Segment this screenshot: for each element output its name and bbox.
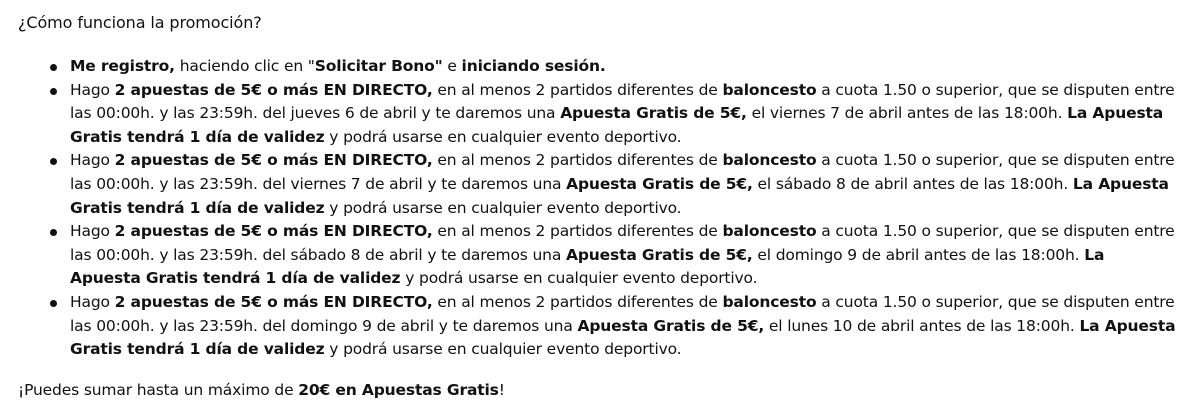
text: a cuota 1.50 o superior, que se disputen entre las 00:00h. y las 23:59h. del sábado 8 de abril y te daremos una bbox=[70, 222, 1175, 264]
text: en al menos 2 partidos diferentes de bbox=[432, 292, 723, 311]
bets-requirement: 2 apuestas de 5€ o más EN DIRECTO, bbox=[114, 80, 433, 99]
validity-note: La Apuesta Gratis tendrá 1 día de validez bbox=[70, 104, 1164, 146]
text: el viernes 7 de abril antes de las 18:00h. bbox=[746, 104, 1068, 123]
text: el sábado 8 de abril antes de las 18:00h. bbox=[752, 174, 1073, 193]
text: en al menos 2 partidos diferentes de bbox=[432, 151, 723, 170]
list-item-register bbox=[50, 55, 1180, 79]
section-title: ¿Cómo funciona la promoción? bbox=[18, 13, 262, 32]
footer-note bbox=[18, 379, 505, 401]
text: Hago bbox=[70, 292, 115, 311]
validity-note: La Apuesta Gratis tendrá 1 día de validez bbox=[70, 316, 1176, 359]
list-item-thursday bbox=[50, 79, 1180, 150]
list-item-sunday bbox=[50, 291, 1180, 362]
validity-note: La Apuesta Gratis tendrá 1 día de validez bbox=[70, 174, 1169, 217]
text: Hago bbox=[70, 222, 115, 241]
sport-name: baloncesto bbox=[722, 80, 817, 99]
text: en al menos 2 partidos diferentes de bbox=[432, 80, 723, 99]
request-bonus-label: Solicitar Bono" bbox=[314, 57, 443, 75]
free-bet-amount: Apuesta Gratis de 5€, bbox=[566, 174, 753, 193]
text: el domingo 9 de abril antes de las 18:00h. bbox=[752, 245, 1085, 264]
free-bet-amount: Apuesta Gratis de 5€, bbox=[577, 316, 765, 335]
text: Hago bbox=[70, 151, 115, 170]
text: en al menos 2 partidos diferentes de bbox=[432, 222, 723, 241]
text: e bbox=[442, 57, 462, 75]
text: Hago bbox=[70, 80, 115, 99]
text: a cuota 1.50 o superior, que se disputen entre las 00:00h. y las 23:59h. del jueves 6 de abril y te daremos una bbox=[70, 80, 1175, 123]
max-amount: 20€ en Apuestas Gratis bbox=[298, 381, 499, 399]
text: y podrá usarse en cualquier evento deportivo. bbox=[324, 127, 682, 146]
free-bet-amount: Apuesta Gratis de 5€, bbox=[565, 245, 753, 264]
text: haciendo clic en " bbox=[174, 57, 315, 75]
text: a cuota 1.50 o superior, que se disputen entre las 00:00h. y las 23:59h. del domingo 9 de abril y te daremos una bbox=[70, 292, 1175, 335]
text: a cuota 1.50 o superior, que se disputen entre las 00:00h. y las 23:59h. del viernes 7 de abril y te daremos una bbox=[70, 151, 1175, 193]
text: ! bbox=[498, 381, 505, 399]
promo-steps-list bbox=[50, 55, 1180, 362]
text: y podrá usarse en cualquier evento deportivo. bbox=[324, 198, 682, 217]
text: ¡Puedes sumar hasta un máximo de bbox=[18, 381, 299, 399]
validity-note: La Apuesta Gratis tendrá 1 día de validez bbox=[70, 245, 1105, 288]
free-bet-amount: Apuesta Gratis de 5€, bbox=[560, 104, 747, 123]
list-item-friday bbox=[50, 149, 1180, 220]
register-label: Me registro, bbox=[70, 57, 175, 75]
text: el lunes 10 de abril antes de las 18:00h. bbox=[764, 316, 1080, 335]
sport-name: baloncesto bbox=[722, 292, 817, 311]
bets-requirement: 2 apuestas de 5€ o más EN DIRECTO, bbox=[114, 292, 433, 311]
login-label: iniciando sesión. bbox=[461, 57, 606, 75]
list-item-saturday bbox=[50, 220, 1180, 291]
sport-name: baloncesto bbox=[722, 151, 817, 170]
text: y podrá usarse en cualquier evento deportivo. bbox=[400, 269, 758, 288]
bets-requirement: 2 apuestas de 5€ o más EN DIRECTO, bbox=[114, 151, 433, 170]
text: y podrá usarse en cualquier evento deportivo. bbox=[324, 340, 682, 359]
sport-name: baloncesto bbox=[722, 222, 817, 241]
bets-requirement: 2 apuestas de 5€ o más EN DIRECTO, bbox=[114, 222, 433, 241]
